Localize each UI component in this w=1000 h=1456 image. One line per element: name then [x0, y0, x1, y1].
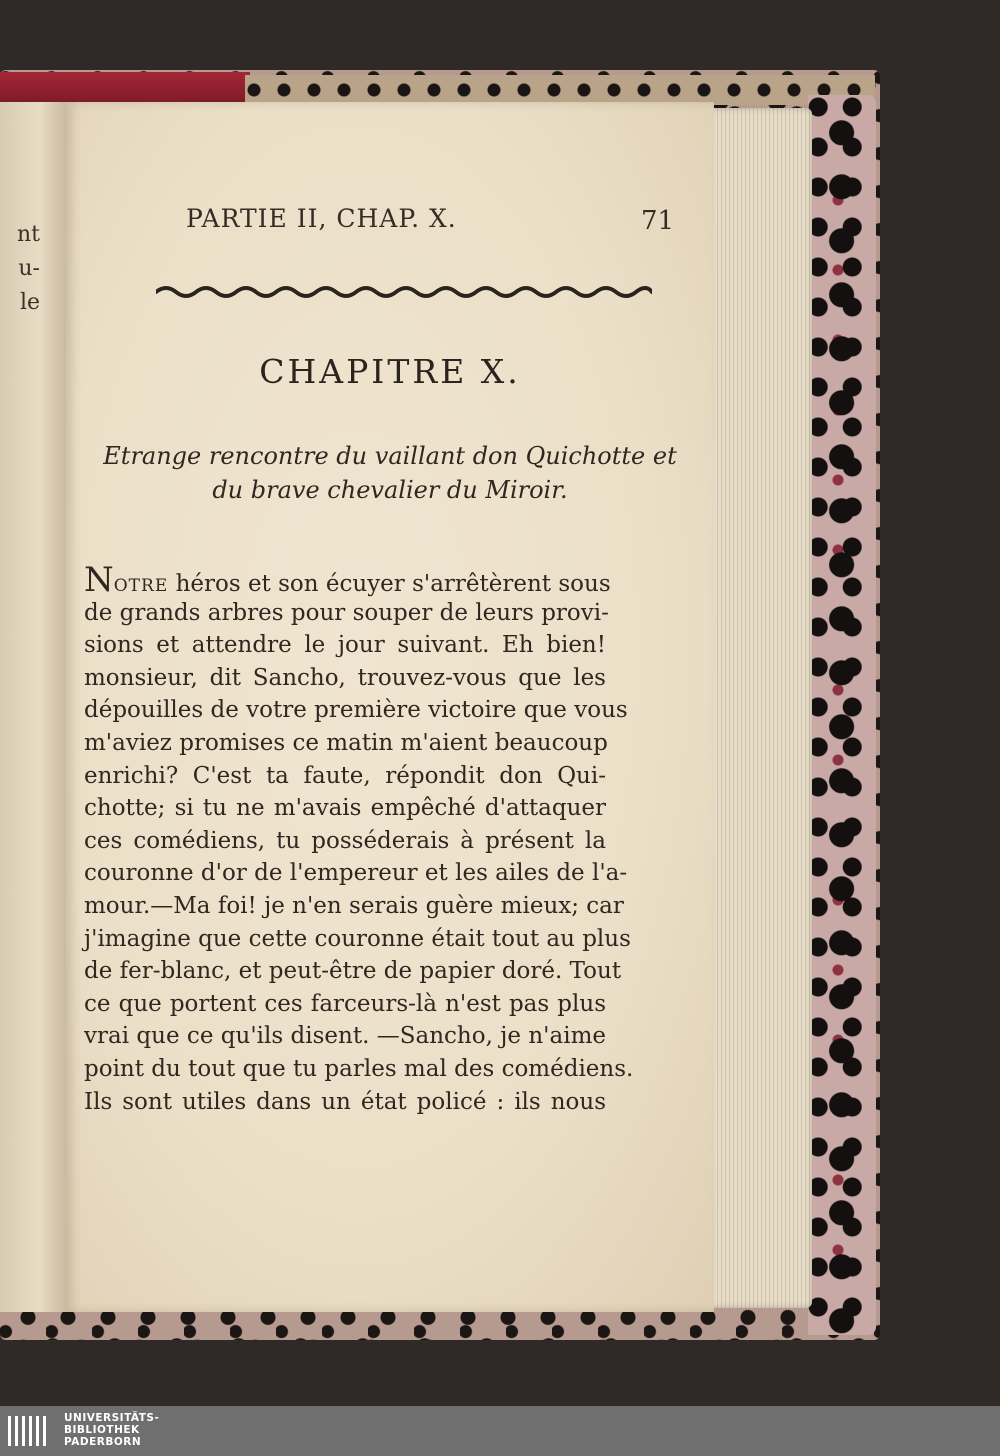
wave-ornament-icon [156, 282, 652, 302]
text-line: ce que portent ces farceurs-là n'est pas plus [84, 990, 606, 1017]
chapter-subtitle-line: Etrange rencontre du vaillant don Quichotte et [103, 442, 677, 470]
text-line: enrichi? C'est ta faute, répondit don Qui- [84, 762, 606, 789]
text-line: de grands arbres pour souper de leurs provi- [84, 599, 609, 626]
text-line: mour.—Ma foi! je n'en serais guère mieux; car [84, 892, 624, 919]
drop-cap: N [84, 560, 114, 600]
text-line: couronne d'or de l'empereur et les ailes de l'a- [84, 860, 628, 887]
page-edges [710, 108, 812, 1308]
small-caps-word: OTRE [113, 576, 169, 596]
library-footer [0, 1406, 1000, 1456]
left-page-fragment: nt [16, 222, 40, 247]
page-number: 71 [641, 206, 675, 236]
text-line: vrai que ce qu'ils disent. —Sancho, je n'aime [84, 1023, 606, 1050]
chapter-subtitle-line: du brave chevalier du Miroir. [212, 476, 568, 504]
running-head: PARTIE II, CHAP. X. [186, 204, 457, 233]
right-page [66, 102, 714, 1312]
red-spine-band [0, 72, 250, 102]
library-logo-text [64, 1412, 159, 1448]
text-line: m'aviez promises ce matin m'aient beaucoup [84, 729, 608, 756]
first-line-text: héros et son écuyer s'arrêtèrent sous [175, 571, 611, 597]
library-logo-icon [8, 1412, 52, 1452]
left-page [0, 102, 67, 1312]
text-line: sions et attendre le jour suivant. Eh bien! [84, 632, 606, 659]
text-line: dépouilles de votre première victoire que vous [84, 697, 628, 724]
cover-top-edge [245, 75, 875, 105]
left-page-fragment: u- [18, 256, 40, 281]
text-line: chotte; si tu ne m'avais empêché d'attaquer [84, 795, 606, 822]
first-line [84, 560, 611, 600]
text-line: j'imagine que cette couronne était tout au plus [84, 925, 631, 952]
text-line: point du tout que tu parles mal des comédiens. [84, 1055, 634, 1082]
logo-line: UNIVERSITÄTS- [64, 1412, 160, 1424]
text-line: ces comédiens, tu posséderais à présent la [84, 827, 606, 854]
left-page-fragment: le [19, 290, 40, 315]
cover-marbled-edge [808, 95, 876, 1335]
chapter-title: CHAPITRE X. [259, 352, 521, 391]
text-line: monsieur, dit Sancho, trouvez-vous que les [84, 664, 606, 691]
logo-line: BIBLIOTHEK [64, 1424, 140, 1436]
text-line: de fer-blanc, et peut-être de papier doré. Tout [84, 958, 622, 985]
text-line: Ils sont utiles dans un état policé : ils nous [84, 1088, 606, 1115]
logo-line: PADERBORN [64, 1436, 142, 1448]
body-text [84, 560, 634, 1118]
